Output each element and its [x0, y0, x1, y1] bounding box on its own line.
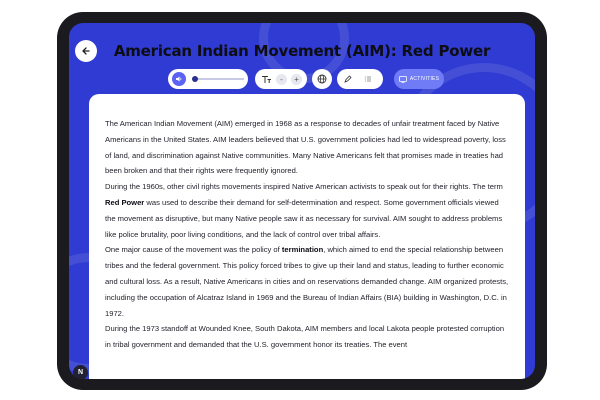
increase-font-button[interactable]: +: [291, 74, 302, 85]
tablet-frame: [57, 12, 547, 390]
seek-handle[interactable]: [192, 76, 198, 82]
text-span: was used to describe their demand for self-determination and respect. Some government officials viewed the movement as disruptive, but many Native people saw it as necessary for survival. AIM sought to address problems like police brutality, poor living conditions, and the lack of control over tribal affairs.: [105, 197, 503, 239]
key-term: Red Power: [105, 197, 145, 207]
decrease-font-button[interactable]: -: [276, 74, 287, 85]
font-size-control: [255, 69, 307, 89]
article-paragraph: During the 1973 standoff at Wounded Knee, South Dakota, AIM members and local Lakota people protested corruption in tribal government and demanded that the U.S. government honor its treaties. The event: [105, 324, 505, 350]
language-button[interactable]: [312, 69, 332, 89]
list-icon[interactable]: [364, 75, 372, 83]
page-title: American Indian Movement (AIM): Red Power: [113, 42, 491, 60]
speaker-play-icon: [175, 75, 183, 83]
text-size-icon: [261, 75, 272, 84]
audio-player: [168, 69, 248, 89]
article-paragraph: [105, 242, 511, 321]
text-span: One major cause of the movement was the policy of: [105, 245, 282, 255]
screen-icon: [399, 76, 407, 83]
reader-toolbar: [69, 69, 535, 89]
key-term: termination: [281, 245, 324, 255]
text-span: During the 1960s, other civil rights movements inspired Native American activists to speak out for their rights. The term: [105, 182, 503, 192]
audio-seek-slider[interactable]: [192, 78, 244, 80]
article-card: [89, 94, 525, 379]
avatar[interactable]: N: [73, 365, 88, 379]
pen-icon[interactable]: [344, 75, 352, 83]
globe-icon: [317, 74, 327, 84]
article-paragraph: [105, 179, 511, 242]
article-paragraph: The American Indian Movement (AIM) emerged in 1968 as a response to decades of unfair treatment faced by Native Americans in the United States. AIM leaders believed that U.S. government policies had led to widespread poverty, loss of land, and discrimination against Native communities. Many Native Americans felt that promises made in treaties had been broken and that their rights were frequently ignored.: [105, 119, 506, 176]
reading-tools: [337, 69, 383, 89]
play-audio-button[interactable]: [172, 72, 186, 86]
activities-label: ACTIVITIES: [409, 76, 440, 82]
activities-button[interactable]: [394, 69, 444, 89]
app-screen: [69, 23, 535, 379]
text-span: , which aimed to end the special relationship between tribes and the federal government. This policy forced tribes to give up their land and status, leading to further economic and cultural loss. As a result, Native Americans in cities and on reservations demanded change. AIM organized protests, including the occupation of Alcatraz Island in 1969 and the Bureau of Indian Affairs (BIA) building in Washington, D.C. in 1972.: [105, 245, 509, 318]
